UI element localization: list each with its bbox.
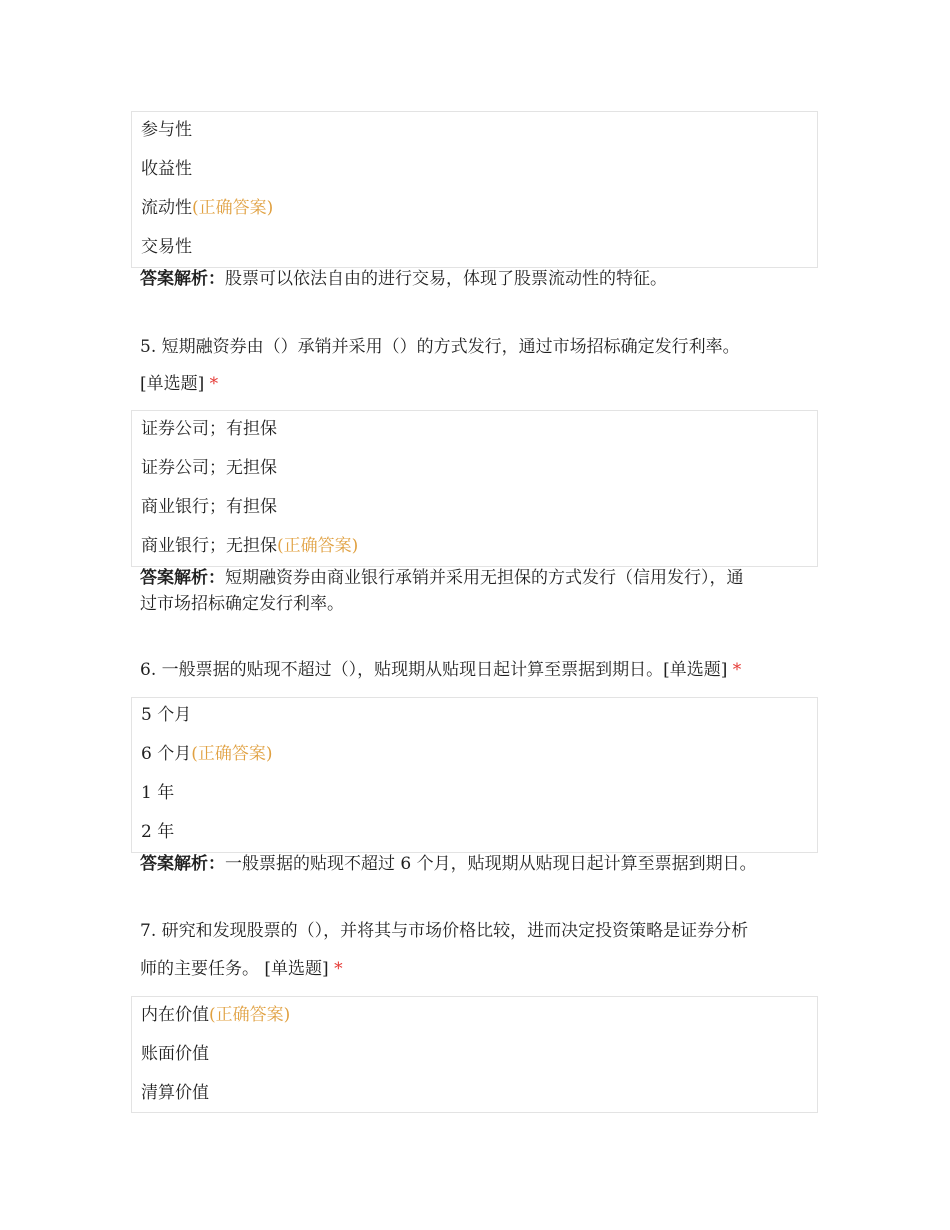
correct-answer-tag: (正确答案) [209,1005,291,1025]
analysis-label: 答案解析： [140,568,225,588]
question-text: 6. 一般票据的贴现不超过（），贴现期从贴现日起计算至票据到期日。[单选题] [140,660,728,680]
q6-options-box [131,697,818,853]
required-mark: * [732,660,742,680]
q7-options-box [131,996,818,1113]
option-label: 2 年 [141,822,175,842]
q4-analysis [140,267,667,291]
required-mark: * [209,374,219,394]
option-label: 交易性 [141,237,192,257]
option-label: 收益性 [141,159,192,179]
q6-question [140,658,741,682]
option-label: 参与性 [141,120,192,140]
q4-option-d[interactable] [141,235,192,259]
correct-answer-tag: (正确答案) [191,744,273,764]
option-label: 证券公司；有担保 [141,419,277,439]
q5-options-box [131,410,818,567]
q5-option-c[interactable] [141,495,277,519]
option-label: 1 年 [141,783,175,803]
option-label: 流动性 [141,198,192,218]
question-type: [单选题] [140,374,205,394]
analysis-label: 答案解析： [140,854,225,874]
q5-question-line1: 5. 短期融资券由（）承销并采用（）的方式发行，通过市场招标确定发行利率。 [140,337,740,357]
option-label: 5 个月 [141,705,192,725]
analysis-text: 一般票据的贴现不超过 6 个月，贴现期从贴现日起计算至票据到期日。 [225,854,757,874]
q6-analysis [140,852,757,876]
option-label: 6 个月 [141,744,192,764]
question-text: 师的主要任务。 [单选题] [140,959,329,979]
q7-option-a[interactable] [141,1003,290,1027]
q4-option-c[interactable] [141,196,273,220]
correct-answer-tag: (正确答案) [192,198,274,218]
q5-analysis-line2: 过市场招标确定发行利率。 [140,594,344,614]
analysis-text: 股票可以依法自由的进行交易，体现了股票流动性的特征。 [225,269,667,289]
option-label: 账面价值 [141,1044,209,1064]
q5-option-d[interactable] [141,534,358,558]
q6-option-a[interactable] [141,703,191,727]
q5-option-b[interactable] [141,456,277,480]
option-label: 商业银行；无担保 [141,536,277,556]
q4-option-a[interactable] [141,118,192,142]
q7-question-line1: 7. 研究和发现股票的（），并将其与市场价格比较，进而决定投资策略是证券分析 [140,921,749,941]
q6-option-d[interactable] [141,820,174,844]
q4-options-box [131,111,818,268]
option-label: 证券公司；无担保 [141,458,277,478]
q4-option-b[interactable] [141,157,192,181]
required-mark: * [334,959,343,979]
option-label: 商业银行；有担保 [141,497,277,517]
option-label: 清算价值 [141,1083,209,1103]
analysis-text: 短期融资券由商业银行承销并采用无担保的方式发行（信用发行），通 [225,568,744,588]
correct-answer-tag: (正确答案) [277,536,359,556]
q6-option-b[interactable] [141,742,273,766]
q5-question-line2 [140,372,218,396]
q7-question-line2 [140,957,343,981]
q5-analysis-line1 [140,566,744,590]
option-label: 内在价值 [141,1005,209,1025]
q5-option-a[interactable] [141,417,277,441]
analysis-label: 答案解析： [140,269,225,289]
q6-option-c[interactable] [141,781,174,805]
q7-option-b[interactable] [141,1042,209,1066]
q7-option-c[interactable] [141,1081,209,1105]
